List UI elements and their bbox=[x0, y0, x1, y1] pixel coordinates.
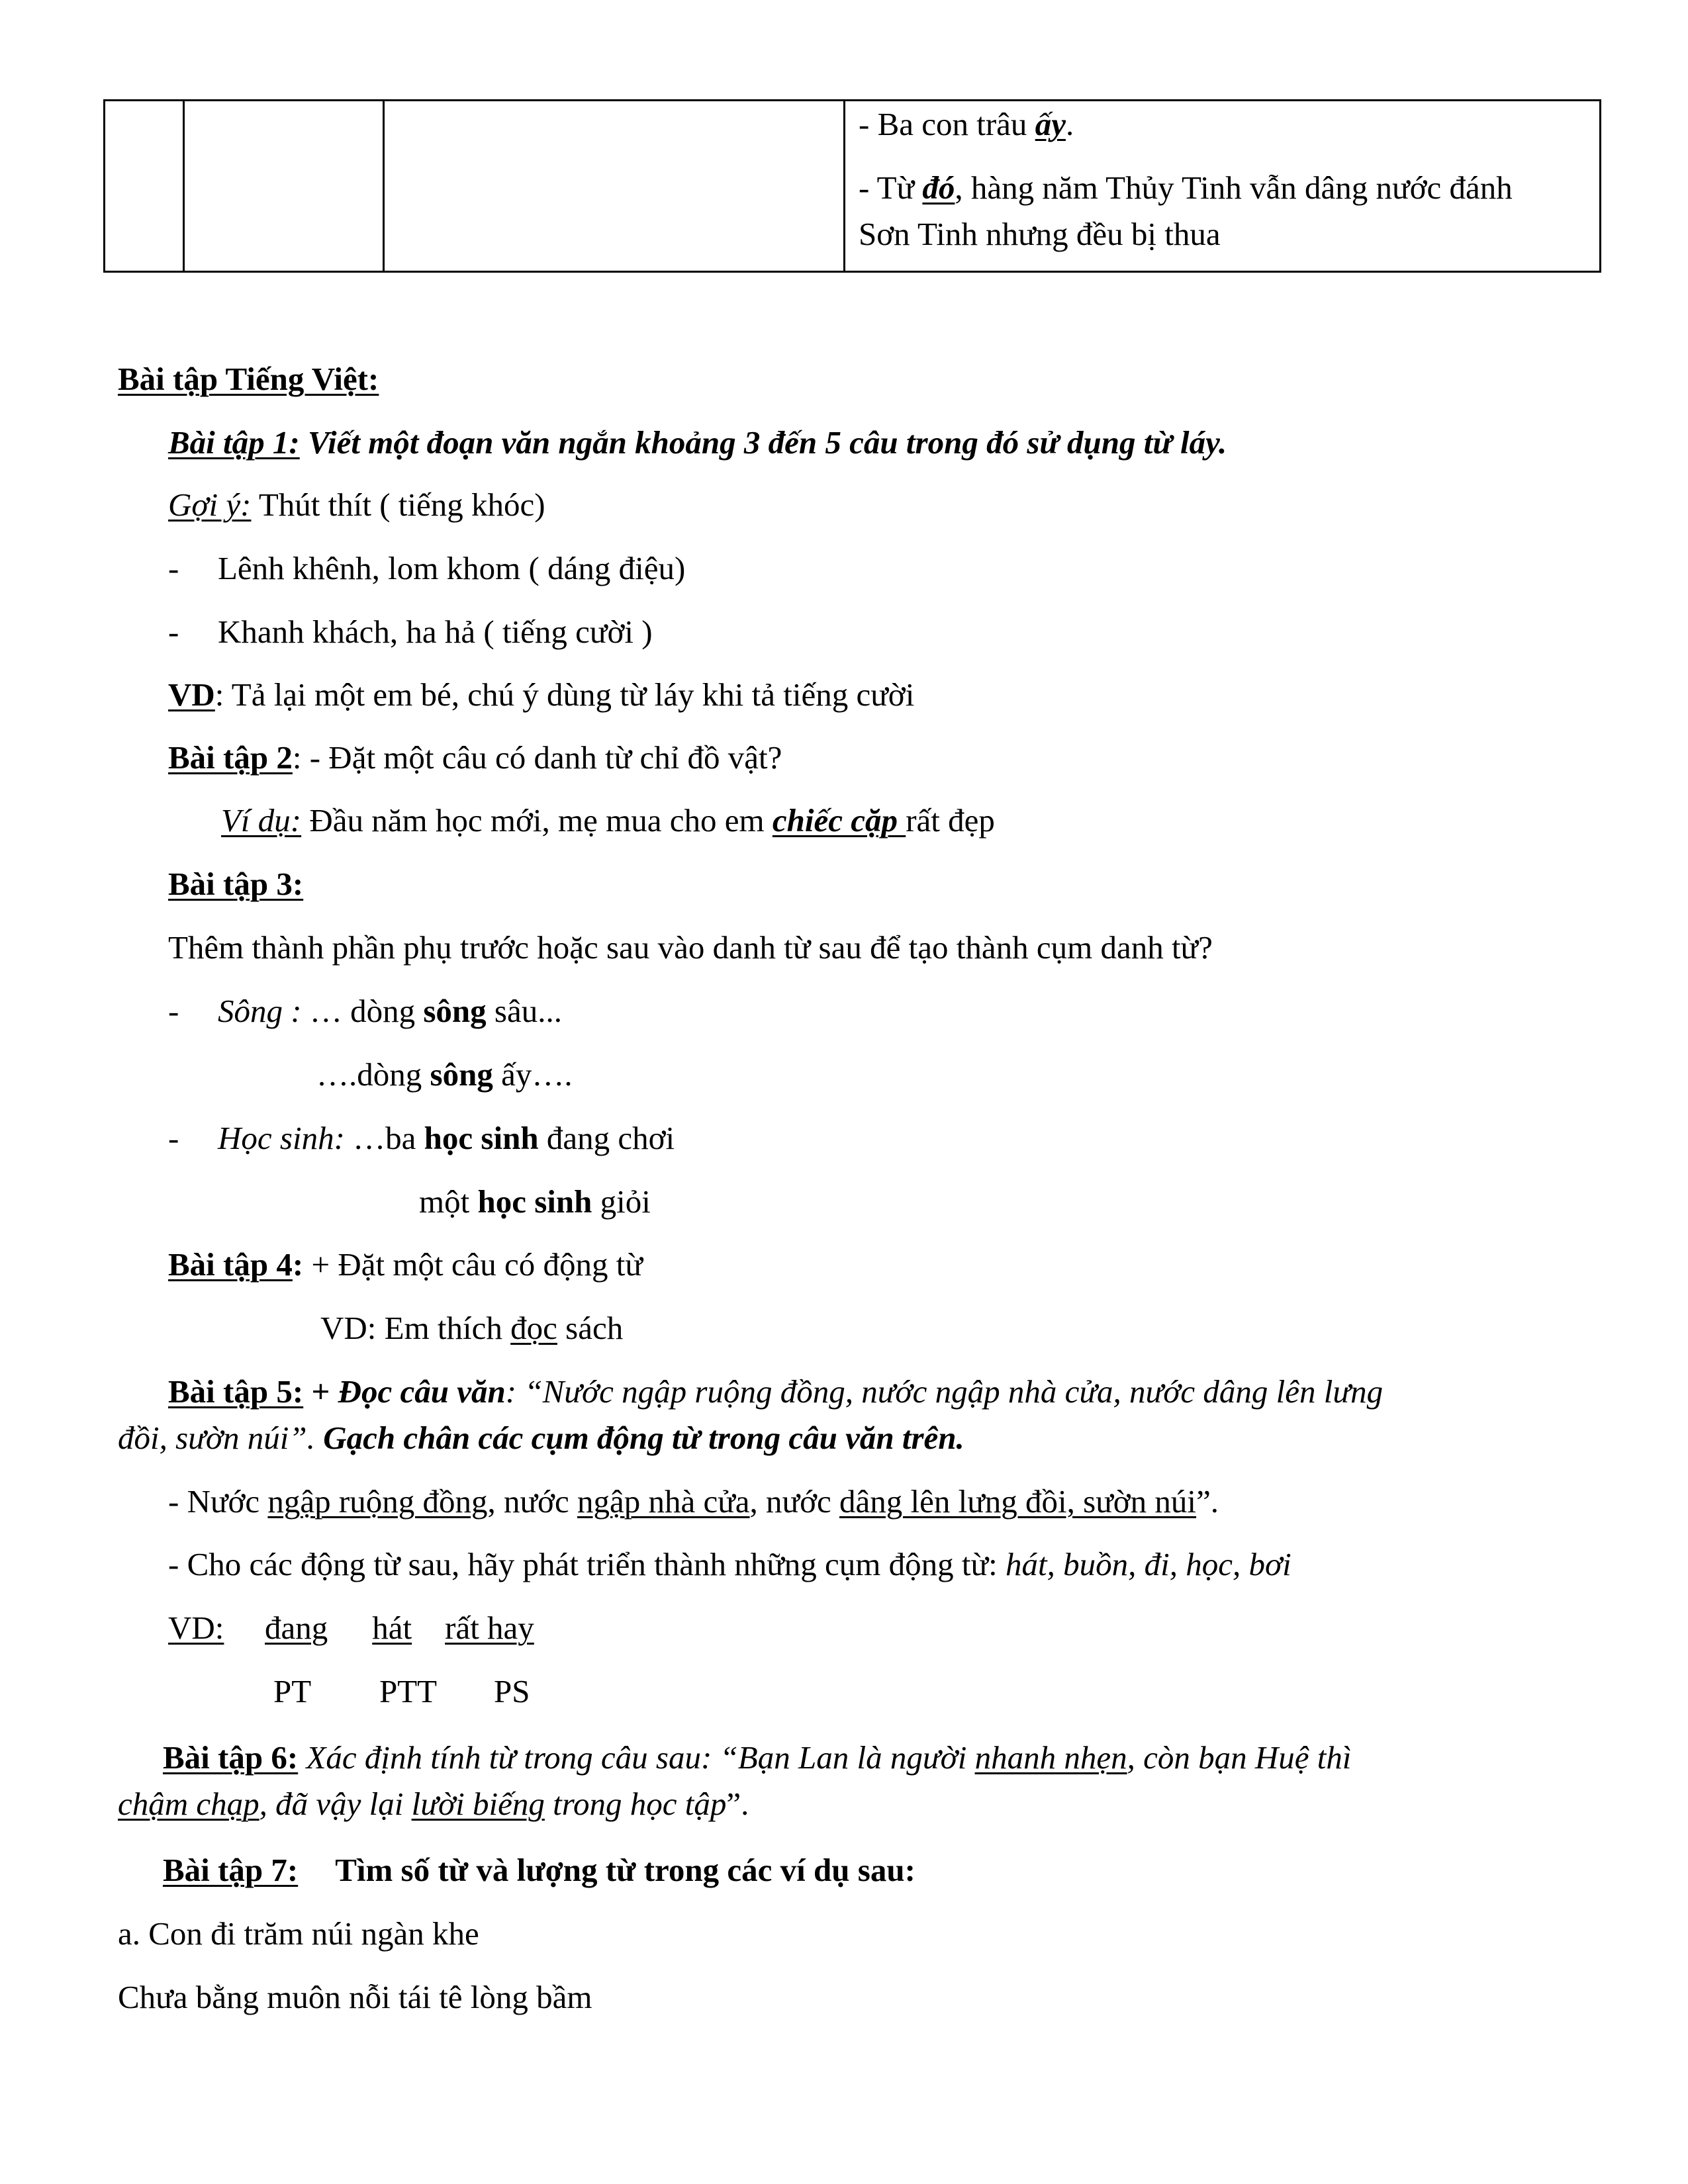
exercise-6-line-1: Bài tập 6: Xác định tính từ trong câu sau: “Bạn Lan là người nhanh nhẹn, còn bạn Huệ thì bbox=[163, 1739, 1352, 1776]
exercise-3-hs-1: - Học sinh: …ba học sinh đang chơi bbox=[168, 1120, 675, 1156]
carryover-table bbox=[103, 99, 1601, 273]
exercise-5-line-2: đồi, sườn núi”. Gạch chân các cụm động từ trong câu văn trên. bbox=[118, 1420, 964, 1456]
exercise-1: Bài tập 1: Viết một đoạn văn ngắn khoảng 3 đến 5 câu trong đó sử dụng từ láy. bbox=[168, 424, 1227, 461]
exercise-5-answer: - Nước ngập ruộng đồng, nước ngập nhà cửa, nước dâng lên lưng đồi, sườn núi”. bbox=[168, 1483, 1219, 1520]
exercise-1-hint: Gợi ý: Thút thít ( tiếng khóc) bbox=[168, 486, 545, 523]
exercise-3: Bài tập 3: bbox=[168, 866, 304, 902]
exercise-6-line-2: chậm chạp, đã vậy lại lười biếng trong học tập”. bbox=[118, 1786, 749, 1822]
table-cell-4 bbox=[845, 101, 1601, 272]
table-cell-3 bbox=[384, 101, 845, 272]
exercise-5-example-tags: PT PTT PS bbox=[273, 1673, 530, 1709]
exercise-1-example: VD: Tả lại một em bé, chú ý dùng từ láy khi tả tiếng cười bbox=[168, 676, 915, 713]
exercise-7-line-a2: Chưa bằng muôn nỗi tái tê lòng bầm bbox=[118, 1979, 592, 2015]
table-line-2: - Từ đó, hàng năm Thủy Tinh vẫn dâng nước đánh Sơn Tinh nhưng đều bị thua bbox=[859, 169, 1513, 252]
exercise-2: Bài tập 2: - Đặt một câu có danh từ chỉ đồ vật? bbox=[168, 739, 782, 776]
exercise-2-example: Ví dụ: Đầu năm học mới, mẹ mua cho em chiếc cặp rất đẹp bbox=[221, 802, 995, 839]
table-cell-2 bbox=[184, 101, 384, 272]
exercise-3-task: Thêm thành phần phụ trước hoặc sau vào danh từ sau để tạo thành cụm danh từ? bbox=[168, 929, 1213, 966]
exercise-1-item-1: - Lênh khênh, lom khom ( dáng điệu) bbox=[168, 550, 686, 586]
exercise-3-song-1: - Sông : … dòng sông sâu... bbox=[168, 993, 562, 1029]
exercise-5-line-1: Bài tập 5: + Đọc câu văn: “Nước ngập ruộng đồng, nước ngập nhà cửa, nước dâng lên lưng bbox=[168, 1373, 1383, 1410]
exercise-3-hs-2: một học sinh giỏi bbox=[419, 1183, 651, 1220]
exercise-7: Bài tập 7: Tìm số từ và lượng từ trong các ví dụ sau: bbox=[163, 1852, 915, 1888]
exercise-3-song-2: ….dòng sông ấy…. bbox=[316, 1056, 573, 1093]
exercise-1-item-2: - Khanh khách, ha hả ( tiếng cười ) bbox=[168, 614, 653, 650]
exercise-4: Bài tập 4: + Đặt một câu có động từ bbox=[168, 1246, 643, 1283]
exercise-7-line-a1: a. Con đi trăm núi ngàn khe bbox=[118, 1915, 479, 1952]
exercise-5-example-words: VD: đang hát rất hay bbox=[168, 1610, 534, 1646]
exercise-5-develop: - Cho các động từ sau, hãy phát triển thành những cụm động từ: hát, buồn, đi, học, bơi bbox=[168, 1546, 1291, 1582]
table-line-1: - Ba con trâu ấy. bbox=[859, 106, 1074, 142]
table-cell-1 bbox=[105, 101, 184, 272]
exercise-4-example: VD: Em thích đọc sách bbox=[320, 1310, 624, 1346]
section-heading: Bài tập Tiếng Việt: bbox=[118, 361, 379, 397]
